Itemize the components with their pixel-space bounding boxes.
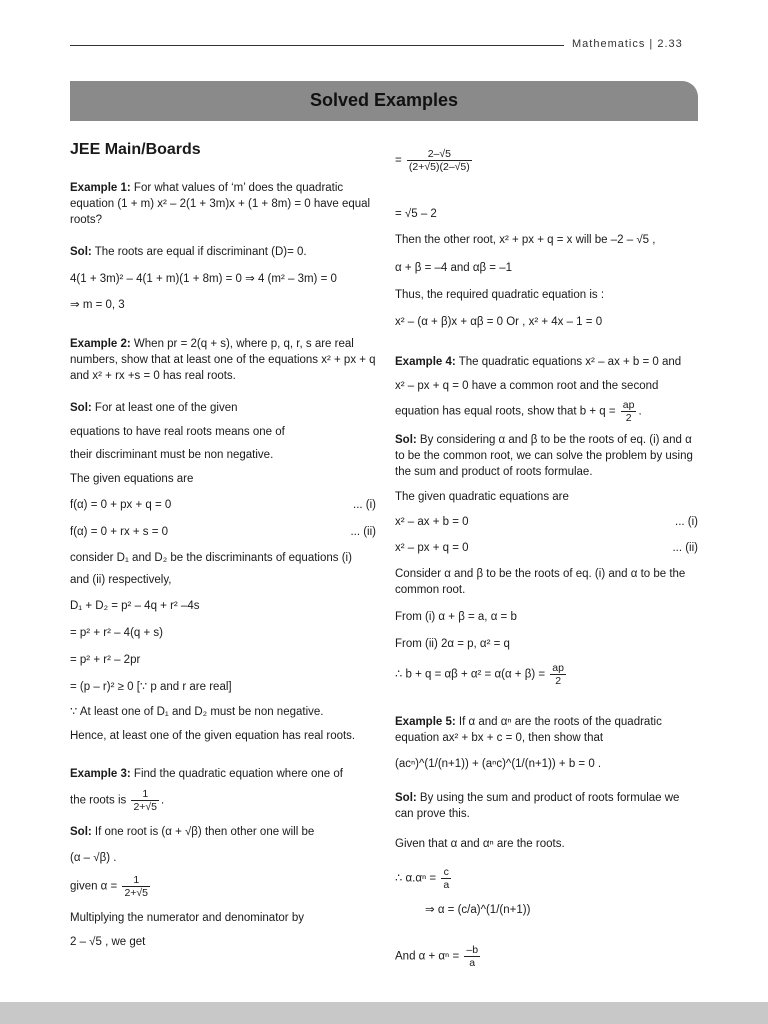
therefore-fraction [550, 662, 566, 687]
ex4-fraction [621, 399, 637, 424]
product-fraction-den: a [443, 879, 450, 891]
discriminant-line-8: Hence, at least one of the given equation has real roots. [70, 730, 356, 742]
discriminant-line-6: = (p – r)² ≥ 0 [∵ p and r are real] [70, 681, 232, 693]
example-1-text: For what values of ‘m’ does the quadratic equation (1 + m) x² – 2(1 + 3m)x + (1 + 8m) = 0 have equal roots? [70, 182, 371, 226]
product-line [395, 866, 698, 891]
solution-2-line-3: their discriminant must be non negative. [70, 449, 274, 461]
example-5-text: If α and αⁿ are the roots of the quadratic equation ax² + bx + c = 0, then show that [395, 716, 662, 744]
sol-1-label: Sol: [70, 246, 92, 258]
given-alpha-text: given α = [70, 880, 118, 893]
right-line-2: α + β = –4 and αβ = –1 [395, 262, 513, 274]
multiply-line-1: Multiplying the numerator and denominator by [70, 912, 304, 924]
therefore-fraction-den: 2 [555, 675, 562, 687]
discriminant-line-4: = p² + r² – 4(q + s) [70, 627, 163, 639]
right-result: = √5 – 2 [395, 208, 437, 220]
multiply-line-2: 2 – √5 , we get [70, 936, 146, 948]
discriminant-line-1: consider D₁ and D₂ be the discriminants of equations (i) [70, 552, 352, 564]
f2-tag: ... (ii) [350, 526, 376, 538]
sol-2-label: Sol: [70, 402, 92, 414]
given-fraction-num: 1 [122, 874, 150, 887]
solution-3-line-2: (α – √β) . [70, 852, 117, 864]
equation-q2 [395, 540, 698, 556]
example-4-line-2: x² – px + q = 0 have a common root and the second [395, 380, 659, 392]
ex4-fraction-num: ap [622, 399, 635, 411]
therefore-text: ∴ b + q = αβ + α² = α(α + β) = [395, 668, 546, 681]
given-fraction-den: 2+√5 [124, 887, 149, 899]
running-head: Mathematics | 2.33 [572, 38, 683, 50]
f1-text: f(α) = 0 + px + q = 0 [70, 499, 172, 511]
example-2-text: When pr = 2(q + s), where p, q, r, s are real numbers, show that at least one of the equations x² + px + q and x² + rx +s = 0 has real roots. [70, 338, 376, 382]
banner-title: Solved Examples [309, 90, 459, 110]
discriminant-line-2: and (ii) respectively, [70, 574, 172, 586]
right-fraction-line: = $\frac{2-√5}{(2+√5)(2-√5)}$ [395, 148, 470, 173]
equation-f1 [70, 497, 376, 513]
right-fraction-den: (2+√5)(2–√5) [408, 161, 470, 173]
footer-bar [0, 1002, 768, 1024]
right-fraction [407, 148, 472, 173]
example-3 [70, 766, 376, 782]
example-5-equation: (acⁿ)^(1/(n+1)) + (aⁿc)^(1/(n+1)) + b = 0 . [395, 758, 602, 770]
left-column [70, 140, 376, 960]
sol-3-label: Sol: [70, 826, 92, 838]
sol-1-text: The roots are equal if discriminant (D)= 0. [91, 246, 307, 258]
root-fraction-num: 1 [131, 788, 159, 801]
alpha-line: ⇒ α = (c/a)^(1/(n+1)) [425, 904, 531, 916]
root-fraction-den: 2+√5 [133, 801, 158, 813]
example-3-text: Find the quadratic equation where one of [130, 768, 343, 780]
given-5-line: Given that α and αⁿ are the roots. [395, 838, 565, 850]
example-5-label: Example 5: [395, 716, 456, 728]
example-4-line-1 [395, 354, 698, 370]
from-i-line: From (i) α + β = a, α = b [395, 611, 517, 623]
solution-2-line-4: The given equations are [70, 473, 194, 485]
product-text: ∴ α.αⁿ = [395, 872, 437, 885]
given-fraction [122, 874, 150, 899]
equation-q1 [395, 514, 698, 530]
product-fraction-num: c [441, 866, 451, 879]
solution-4-given: The given quadratic equations are [395, 491, 569, 503]
equation-f2 [70, 524, 376, 540]
solution-2-line-2: equations to have real roots means one of [70, 426, 285, 438]
sol-3-text: If one root is (α + √β) then other one will be [91, 826, 315, 838]
q2-text: x² – px + q = 0 [395, 542, 469, 554]
solution-2-line-1 [70, 400, 376, 416]
example-2 [70, 336, 376, 384]
sol-2-text: For at least one of the given [91, 402, 238, 414]
sum-fraction-den: a [469, 957, 476, 969]
example-3-line-2: the roots is $\frac{1}{2+√5}$ . [70, 788, 165, 813]
example-2-label: Example 2: [70, 338, 131, 350]
solution-4 [395, 432, 698, 480]
example-4-label: Example 4: [395, 356, 456, 368]
root-fraction [131, 788, 159, 813]
example-4-line-3: equation has equal roots, show that b + q = $\frac{ap}{2}$ . [395, 399, 642, 424]
example-3-label: Example 3: [70, 768, 131, 780]
right-column [395, 140, 698, 980]
sol-4-text: By considering α and β to be the roots of eq. (i) and α to be the common root, we can solve the problem by using the sum and product of roots formulae. [395, 434, 693, 478]
section-banner [70, 81, 698, 121]
f2-text: f(α) = 0 + rx + s = 0 [70, 526, 169, 538]
consider-line: Consider α and β to be the roots of eq. (i) and α to be the common root. [395, 568, 686, 596]
sum-fraction-num: –b [466, 944, 479, 956]
discriminant-line-3: D₁ + D₂ = p² – 4q + r² –4s [70, 600, 200, 612]
therefore-line [395, 662, 698, 687]
solution-3 [70, 824, 376, 840]
section-heading: JEE Main/Boards [70, 141, 201, 158]
example-3-root-text: the roots is [70, 794, 127, 807]
header-rule [70, 45, 564, 46]
q2-tag: ... (ii) [672, 542, 698, 554]
solution-5 [395, 790, 698, 822]
example-1 [70, 180, 376, 228]
sol-4-label: Sol: [395, 434, 417, 446]
product-fraction [441, 866, 451, 891]
q1-text: x² – ax + b = 0 [395, 516, 469, 528]
discriminant-line-7: ∵ At least one of D₁ and D₂ must be non negative. [70, 706, 324, 718]
example-5 [395, 714, 698, 746]
given-alpha [70, 874, 376, 899]
sol-5-text: By using the sum and product of roots formulae we can prove this. [395, 792, 680, 820]
right-line-1: Then the other root, x² + px + q = x will be –2 – √5 , [395, 234, 656, 246]
sum-text: And α + αⁿ = [395, 950, 460, 963]
discriminant-line-5: = p² + r² – 2pr [70, 654, 141, 666]
sum-fraction [464, 944, 480, 969]
right-line-4: x² – (α + β)x + αβ = 0 Or , x² + 4x – 1 = 0 [395, 316, 603, 328]
solution-1 [70, 244, 376, 260]
right-line-3: Thus, the required quadratic equation is : [395, 289, 605, 301]
equation-1b: ⇒ m = 0, 3 [70, 299, 125, 311]
example-1-label: Example 1: [70, 182, 131, 194]
right-fraction-num: 2–√5 [407, 148, 472, 161]
sol-5-label: Sol: [395, 792, 417, 804]
example-4-line-3-text: equation has equal roots, show that b + q = [395, 405, 616, 418]
therefore-fraction-num: ap [552, 662, 564, 674]
ex4-fraction-den: 2 [625, 412, 632, 424]
equation-1a: 4(1 + 3m)² – 4(1 + m)(1 + 8m) = 0 ⇒ 4 (m² – 3m) = 0 [70, 273, 337, 285]
example-4-text: The quadratic equations x² – ax + b = 0 and [455, 356, 682, 368]
q1-tag: ... (i) [675, 516, 698, 528]
from-ii-line: From (ii) 2α = p, α² = q [395, 638, 510, 650]
sum-line [395, 944, 698, 969]
f1-tag: ... (i) [353, 499, 376, 511]
